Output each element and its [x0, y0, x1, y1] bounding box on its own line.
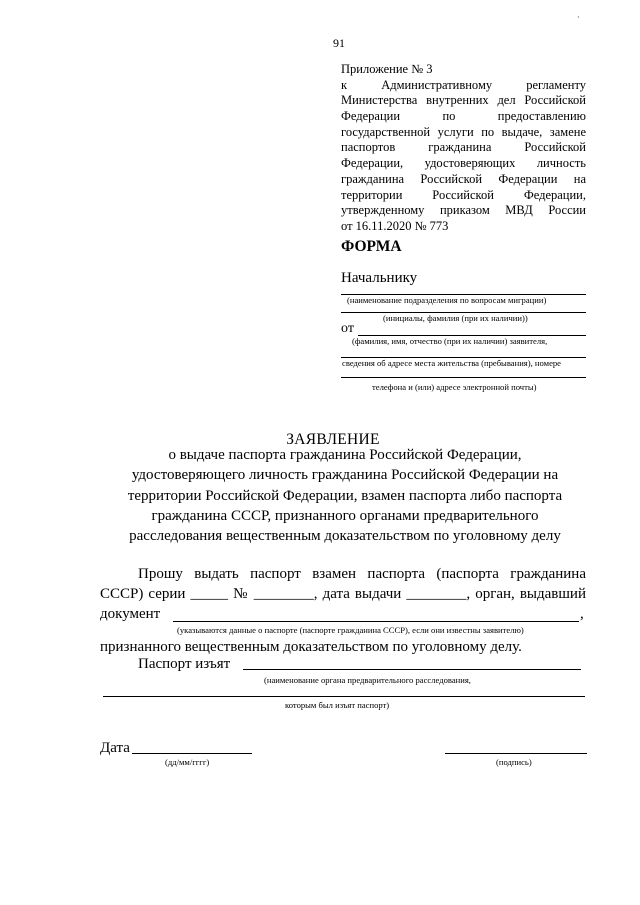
- document-label: документ: [100, 606, 161, 622]
- signature-line[interactable]: [445, 753, 587, 754]
- page-number: 91: [333, 36, 345, 50]
- statement-subtitle: о выдаче паспорта гражданина Российской Федерации, удостоверяющего личность гражданина Российской Федерации на территории Российской Федерации, взамен паспорта либо паспорта гражданина СССР, признанного органами предварительного расследования вещественным доказательством по уголовному делу: [127, 447, 563, 545]
- appendix-line: к Административному регламенту: [341, 77, 586, 92]
- document-comma: ,: [580, 606, 584, 622]
- contact-line[interactable]: [341, 377, 586, 378]
- hint-unit: (наименование подразделения по вопросам миграции): [347, 295, 547, 305]
- hint-address: сведения об адресе места жительства (пребывания), номере: [342, 358, 561, 368]
- hint-seizing-1: (наименование органа предварительного расследования,: [264, 675, 471, 685]
- scan-mark: ·: [577, 13, 580, 22]
- hint-seizing-2: которым был изъят паспорт): [285, 700, 390, 710]
- appendix-line: Федерации, удостоверяющих личность: [341, 156, 586, 171]
- date-label: Дата: [100, 740, 130, 756]
- hint-initials: (инициалы, фамилия (при их наличии)): [383, 313, 528, 323]
- appendix-line: паспортов гражданина Российской: [341, 140, 586, 155]
- request-line-4: признанного вещественным доказательством по уголовному делу.: [100, 639, 522, 655]
- hint-applicant: (фамилия, имя, отчество (при их наличии) заявителя,: [352, 336, 548, 346]
- appendix-line: гражданина Российской Федерации на: [341, 171, 586, 186]
- request-line-1: Прошу выдать паспорт взамен паспорта (паспорта гражданина: [138, 566, 586, 582]
- issuer-line[interactable]: [173, 621, 579, 622]
- appendix-line: от 16.11.2020 № 773: [341, 218, 449, 233]
- date-line[interactable]: [132, 753, 252, 754]
- appendix-line: государственной услуги по выдаче, замене: [341, 124, 586, 139]
- addressee-from: от: [341, 321, 354, 336]
- appendix-line: территории Российской Федерации,: [341, 187, 586, 202]
- hint-phone: телефона и (или) адресе электронной почты): [372, 382, 537, 392]
- request-line-2: СССР) серии _____ № ________, дата выдачи ________, орган, выдавший: [100, 586, 586, 602]
- appendix-line: Министерства внутренних дел Российской: [341, 93, 586, 108]
- seized-line[interactable]: [243, 669, 581, 670]
- statement-title: ЗАЯВЛЕНИЕ: [286, 431, 380, 448]
- appendix-line: утвержденному приказом МВД России: [341, 203, 586, 218]
- seized-label: Паспорт изъят: [138, 656, 231, 672]
- appendix-block: [341, 62, 586, 235]
- date-hint: (дд/мм/гггг): [165, 757, 210, 767]
- appendix-line: Федерации по предоставлению: [341, 109, 586, 124]
- appendix-line: Приложение № 3: [341, 62, 433, 76]
- seized-line-2[interactable]: [103, 696, 585, 697]
- hint-passport: (указываются данные о паспорте (паспорте гражданина СССР), если они известны заявителю): [177, 625, 524, 635]
- signature-hint: (подпись): [496, 757, 532, 767]
- form-label: ФОРМА: [341, 238, 402, 255]
- addressee-to: Начальнику: [341, 270, 418, 286]
